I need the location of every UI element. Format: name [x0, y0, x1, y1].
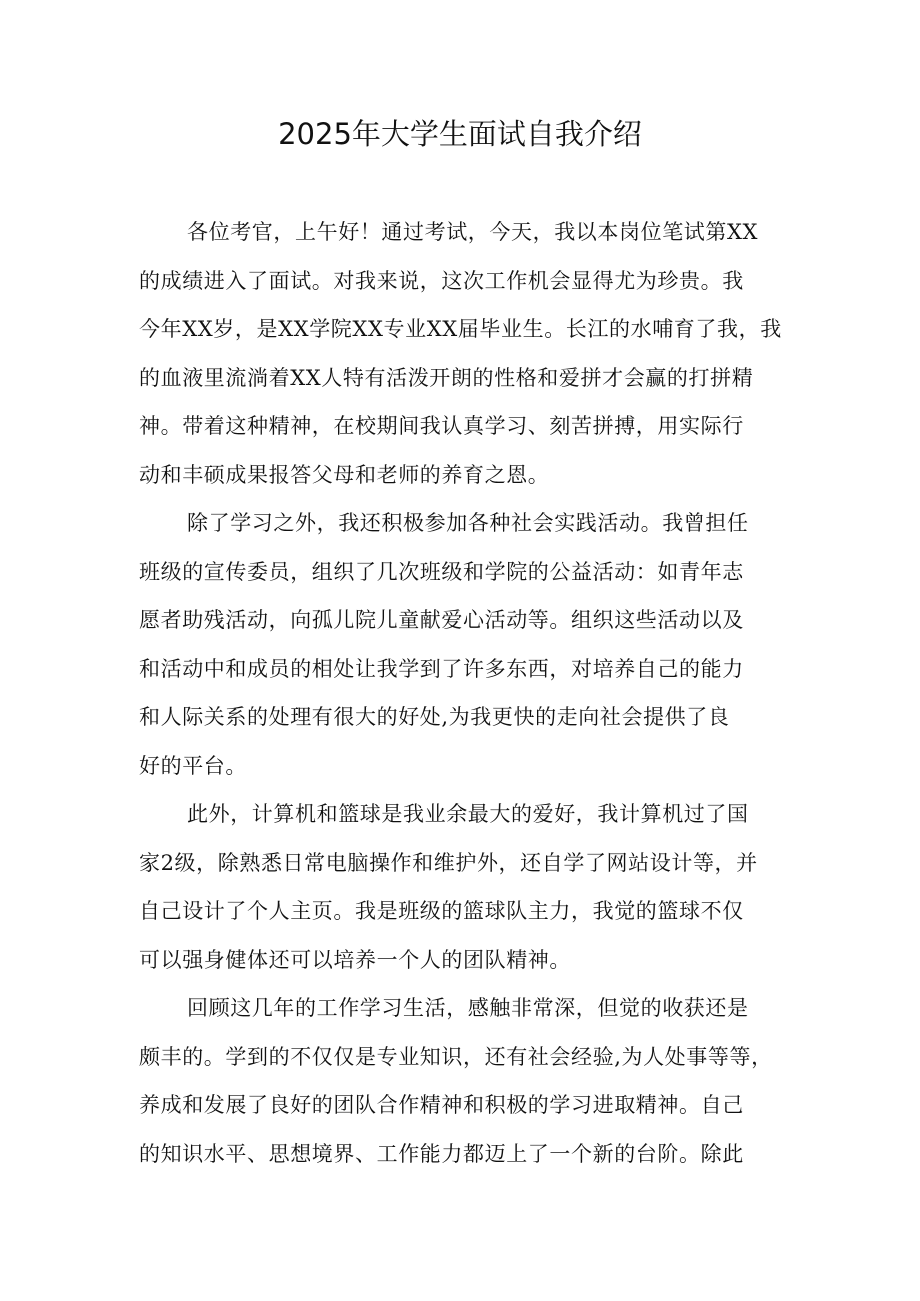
paragraph-hobbies	[139, 790, 799, 984]
text-line: 神。带着这种精神，在校期间我认真学习、刻苦拼搏，用实际行	[139, 414, 744, 438]
text-line: 各位考官，上午好！通过考试，今天，我以本岗位笔试第XX	[187, 220, 759, 244]
text-line: 和活动中和成员的相处让我学到了许多东西，对培养自己的能力	[139, 656, 744, 681]
text-line: 可以强身健体还可以培养一个人的团队精神。	[139, 947, 571, 972]
text-line: 家2级，除熟悉日常电脑操作和维护外，还自学了网站设计等，并	[139, 850, 758, 875]
text-line: 愿者助残活动，向孤儿院儿童献爱心活动等。组织这些活动以及	[139, 608, 744, 632]
paragraph-review	[139, 984, 799, 1178]
text-line: 养成和发展了良好的团队合作精神和积极的学习进取精神。自己	[139, 1093, 744, 1117]
text-line: 除了学习之外，我还积极参加各种社会实践活动。我曾担任	[187, 511, 749, 535]
text-line: 动和丰硕成果报答父母和老师的养育之恩。	[139, 462, 550, 487]
text-line: 的血液里流淌着XX人特有活泼开朗的性格和爱拼才会赢的打拼精	[139, 365, 754, 390]
paragraph-introduction	[139, 208, 799, 499]
text-line: 自己设计了个人主页。我是班级的篮球队主力，我觉的篮球不仅	[139, 899, 744, 923]
document-body	[139, 208, 799, 1178]
text-line: 的成绩进入了面试。对我来说，这次工作机会显得尤为珍贵。我	[139, 268, 744, 293]
text-line: 回顾这几年的工作学习生活，感触非常深，但觉的收获还是	[187, 996, 749, 1020]
text-line: 颇丰的。学到的不仅仅是专业知识，还有社会经验,为人处事等等，	[139, 1044, 773, 1069]
text-line: 今年XX岁，是XX学院XX专业XX届毕业生。长江的水哺育了我，我	[139, 317, 782, 341]
paragraph-activities	[139, 499, 799, 790]
text-line: 好的平台。	[139, 753, 247, 778]
text-line: 此外，计算机和篮球是我业余最大的爱好，我计算机过了国	[187, 802, 749, 826]
document-title: 2025年大学生面试自我介绍	[278, 117, 642, 151]
text-line: 和人际关系的处理有很大的好处,为我更快的走向社会提供了良	[139, 705, 730, 729]
text-line: 的知识水平、思想境界、工作能力都迈上了一个新的台阶。除此	[139, 1141, 744, 1166]
text-line: 班级的宣传委员，组织了几次班级和学院的公益活动：如青年志	[139, 559, 744, 584]
